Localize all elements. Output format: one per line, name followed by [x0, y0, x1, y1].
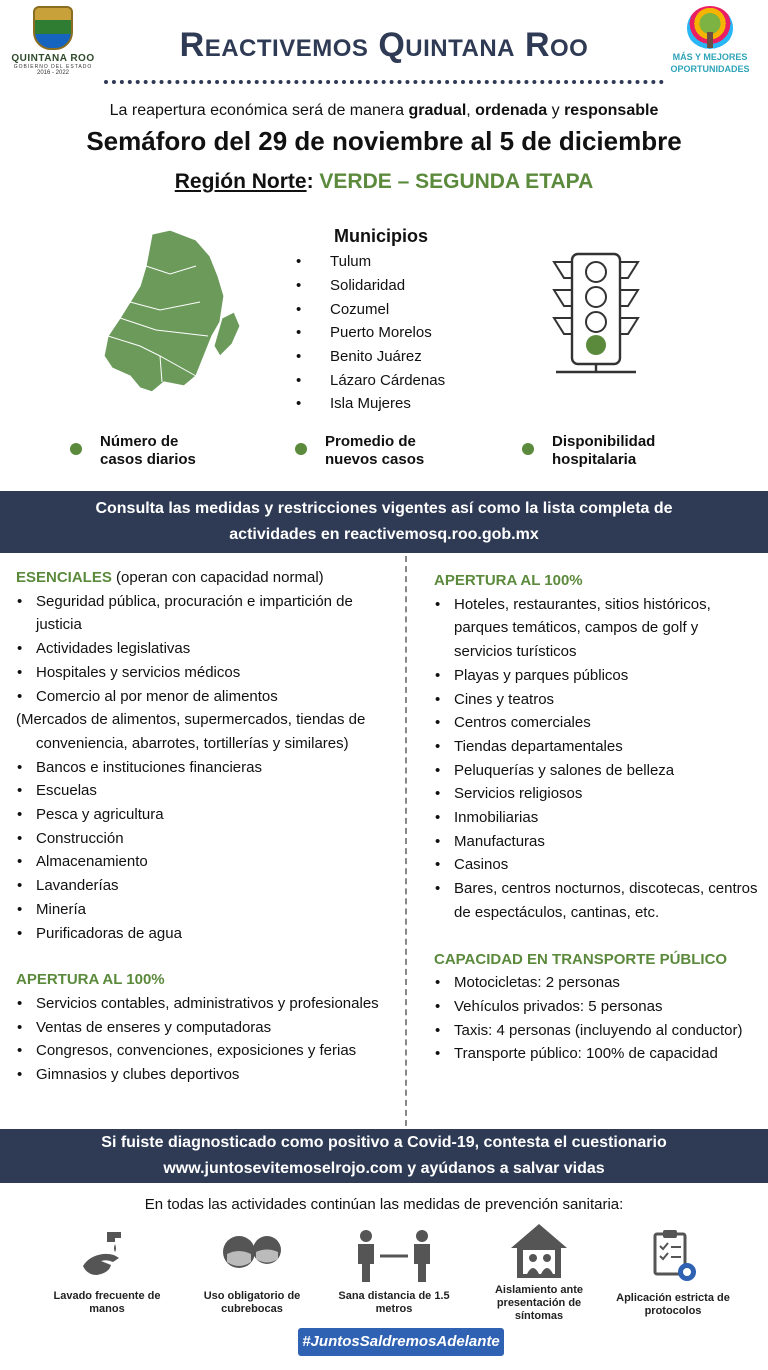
region-stage: VERDE – SEGUNDA ETAPA — [319, 170, 594, 193]
covid-line1: Si fuiste diagnosticado como positivo a Covid-19, contesta el cuestionario — [101, 1134, 667, 1151]
region-name: Región Norte — [174, 170, 307, 193]
indicator-disponibilidad — [552, 433, 655, 469]
prevention-item-distance — [329, 1226, 459, 1316]
list-item: • Casinos — [434, 853, 758, 877]
municipio-label: Benito Juárez — [330, 348, 422, 366]
list-item: • Vehículos privados: 5 personas — [434, 995, 758, 1019]
social-distance-icon — [346, 1226, 442, 1286]
list-item: • Centros comerciales — [434, 711, 758, 735]
list-item: • Puerto Morelos — [296, 324, 432, 342]
covid-questionnaire-banner — [0, 1129, 768, 1183]
prevention-item-handwashing — [42, 1226, 172, 1316]
prevention-item-mask — [187, 1226, 317, 1316]
municipios-title: Municipios — [334, 226, 428, 246]
reopening-subtitle — [0, 102, 768, 120]
state-seal-icon — [33, 6, 73, 50]
right-column — [434, 569, 758, 1066]
prevention-label: Aislamiento ante presentación de síntomas — [494, 1284, 584, 1322]
green-status-dot-icon — [70, 443, 82, 455]
prevention-title: En todas las actividades continúan las medidas de prevención sanitaria: — [144, 1196, 624, 1213]
list-item: • Playas y parques públicos — [434, 664, 758, 688]
list-item: • Peluquerías y salones de belleza — [434, 759, 758, 783]
esenciales-title: ESENCIALES — [16, 569, 112, 586]
municipio-label: Isla Mujeres — [330, 395, 411, 413]
green-status-dot-icon — [522, 443, 534, 455]
municipio-label: Lázaro Cárdenas — [330, 371, 446, 389]
esenciales-parenthetical: (Mercados de alimentos, supermercados, tiendas de conveniencia, abarrotes, tortillerías y similares) — [16, 711, 366, 752]
column-divider — [405, 556, 407, 1126]
apertura-right-heading: APERTURA AL 100% — [434, 572, 583, 589]
prevention-label: Uso obligatorio de cubrebocas — [203, 1290, 301, 1315]
region-colon: : — [306, 170, 320, 193]
logo-left-line3: 2016 - 2022 — [36, 70, 70, 76]
face-mask-icon — [217, 1226, 287, 1286]
apertura-left-heading: APERTURA AL 100% — [16, 971, 165, 989]
list-item: • Ventas de enseres y computadoras — [16, 1016, 400, 1040]
list-item: • Escuelas — [16, 779, 400, 803]
covid-link-text: www.juntosevitemoselrojo.com y ayúdanos a salvar vidas — [163, 1160, 605, 1177]
indicator-promedio-nuevos — [325, 433, 424, 469]
list-item: • Construcción — [16, 827, 400, 851]
prevention-label: Aplicación estricta de protocolos — [616, 1292, 730, 1317]
municipio-label: Puerto Morelos — [330, 324, 432, 342]
list-item: • Manufacturas — [434, 830, 758, 854]
indicator-line2: casos diarios — [100, 451, 196, 468]
indicator-line2: nuevos casos — [325, 451, 425, 468]
region-status — [0, 170, 768, 194]
list-item: • Seguridad pública, procuración e impartición de justicia — [16, 590, 400, 637]
logo-left-line1: QUINTANA ROO — [11, 53, 95, 64]
subtitle-prefix: La reapertura económica será de manera — [109, 102, 409, 119]
left-column — [16, 566, 400, 1087]
list-item: • Comercio al por menor de alimentos — [16, 685, 400, 709]
esenciales-note: (operan con capacidad normal) — [111, 569, 324, 586]
list-item: • Lázaro Cárdenas — [296, 371, 446, 389]
mas-y-mejores-logo — [664, 6, 756, 86]
esenciales-heading — [16, 566, 400, 590]
list-item: • Gimnasios y clubes deportivos — [16, 1063, 400, 1087]
consulta-banner — [0, 491, 768, 553]
home-isolation-icon — [507, 1220, 571, 1280]
tree-logo-icon — [687, 6, 733, 50]
municipio-label: Cozumel — [330, 300, 390, 318]
consulta-link-text: actividades en reactivemosq.roo.gob.mx — [229, 526, 539, 543]
traffic-light-icon — [548, 252, 644, 376]
list-item: • Tiendas departamentales — [434, 735, 758, 759]
list-item: • Almacenamiento — [16, 850, 400, 874]
protocol-checklist-icon — [643, 1228, 703, 1288]
list-item: • Cines y teatros — [434, 688, 758, 712]
list-item: • Hoteles, restaurantes, sitios históricos, parques temáticos, campos de golf y servicios turísticos — [434, 593, 758, 664]
north-region-map-icon — [100, 226, 250, 416]
title-dotted-divider — [104, 80, 664, 84]
quintana-roo-logo — [8, 6, 98, 86]
apertura-right-list — [434, 593, 758, 925]
page-title: Reactivemos Quintana Roo — [179, 26, 589, 64]
list-item: • Lavanderías — [16, 874, 400, 898]
transporte-heading: CAPACIDAD EN TRANSPORTE PÚBLICO — [434, 950, 728, 968]
list-item: • Bancos e instituciones financieras — [16, 756, 400, 780]
esenciales-list — [16, 590, 400, 709]
list-item: • Servicios religiosos — [434, 782, 758, 806]
subtitle-word-ordenada: ordenada — [475, 102, 548, 119]
logo-right-line1: MÁS Y MEJORES — [672, 52, 748, 62]
municipios-list — [296, 250, 445, 416]
list-item: • Tulum — [296, 253, 372, 271]
indicator-line1: Disponibilidad — [552, 433, 656, 450]
handwashing-icon — [77, 1226, 137, 1286]
subtitle-word-gradual: gradual — [408, 102, 467, 119]
apertura-left-list — [16, 992, 400, 1087]
list-item: • Solidaridad — [296, 277, 406, 295]
list-item: • Transporte público: 100% de capacidad — [434, 1042, 758, 1066]
list-item: • Servicios contables, administrativos y profesionales — [16, 992, 400, 1016]
list-item: • Motocicletas: 2 personas — [434, 971, 758, 995]
prevention-item-isolation — [474, 1220, 604, 1323]
municipio-label: Solidaridad — [330, 277, 406, 295]
prevention-item-protocols — [608, 1228, 738, 1318]
list-item: • Pesca y agricultura — [16, 803, 400, 827]
list-item: • Inmobiliarias — [434, 806, 758, 830]
indicator-casos-diarios — [100, 433, 196, 469]
subtitle-sep2: y — [547, 102, 565, 119]
municipio-label: Tulum — [330, 253, 372, 271]
indicator-line1: Promedio de — [325, 433, 416, 450]
list-item: • Hospitales y servicios médicos — [16, 661, 400, 685]
list-item: • Isla Mujeres — [296, 395, 411, 413]
subtitle-sep1: , — [466, 102, 476, 119]
list-item: • Benito Juárez — [296, 348, 422, 366]
list-item: • Purificadoras de agua — [16, 922, 400, 946]
indicator-line2: hospitalaria — [552, 451, 637, 468]
list-item: • Taxis: 4 personas (incluyendo al conductor) — [434, 1019, 758, 1043]
indicator-line1: Número de — [100, 433, 179, 450]
logo-right-line2: OPORTUNIDADES — [670, 64, 750, 74]
hashtag-badge: #JuntosSaldremosAdelante — [298, 1328, 504, 1356]
prevention-label: Lavado frecuente de manos — [53, 1290, 161, 1315]
green-status-dot-icon — [295, 443, 307, 455]
semaforo-dates: Semáforo del 29 de noviembre al 5 de diciembre — [86, 126, 682, 156]
list-item: • Bares, centros nocturnos, discotecas, centros de espectáculos, cantinas, etc. — [434, 877, 758, 924]
list-item: • Congresos, convenciones, exposiciones y ferias — [16, 1039, 400, 1063]
prevention-label: Sana distancia de 1.5 metros — [338, 1290, 450, 1315]
transporte-list — [434, 971, 758, 1066]
list-item: • Actividades legislativas — [16, 637, 400, 661]
consulta-line1: Consulta las medidas y restricciones vigentes así como la lista completa de — [95, 500, 673, 517]
esenciales-list-continued — [16, 756, 400, 946]
logo-left-line2: GOBIERNO DEL ESTADO — [13, 64, 93, 70]
list-item: • Minería — [16, 898, 400, 922]
list-item: • Cozumel — [296, 300, 390, 318]
subtitle-word-responsable: responsable — [564, 102, 659, 119]
